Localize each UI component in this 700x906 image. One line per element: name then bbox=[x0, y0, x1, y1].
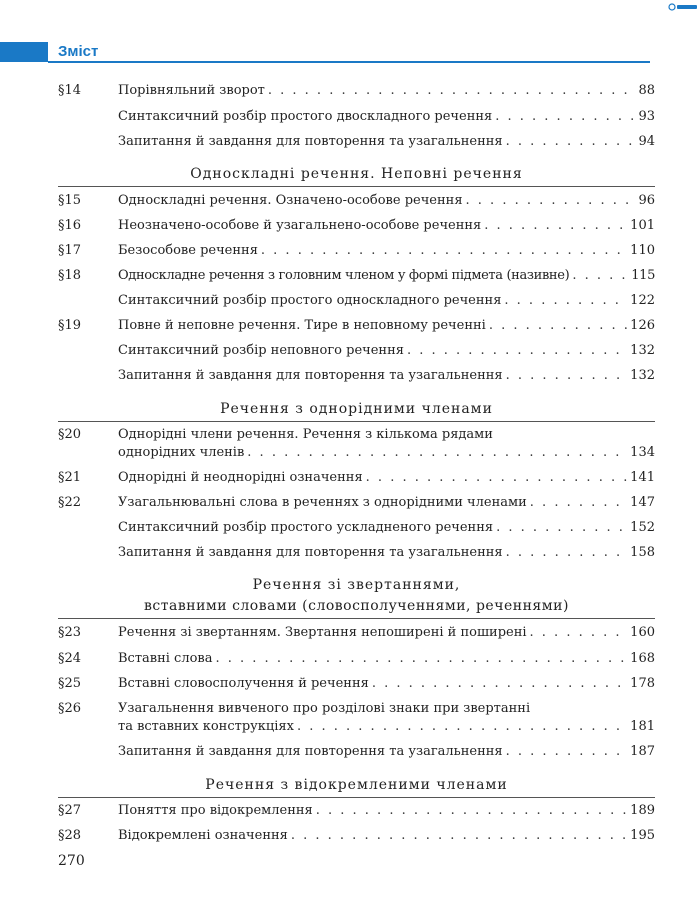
entry-title-continued: та вставних конструкціях bbox=[118, 719, 294, 734]
entry-page: 178 bbox=[630, 676, 655, 691]
entry-page: 110 bbox=[630, 243, 655, 258]
entry-title: Безособове речення bbox=[118, 243, 258, 258]
entry-title: Відокремлені означення bbox=[118, 828, 288, 843]
entry-title: Односкладні речення. Означено-особове речення bbox=[118, 193, 463, 208]
entry-page: 160 bbox=[630, 625, 655, 640]
section-heading: Речення з однорідними членами bbox=[220, 401, 493, 417]
entry-title: Запитання й завдання для повторення та узагальнення bbox=[118, 545, 503, 560]
header-accent-bar bbox=[0, 42, 48, 62]
entry-title: Запитання й завдання для повторення та узагальнення bbox=[118, 134, 503, 149]
section-heading: Односкладні речення. Неповні речення bbox=[190, 166, 523, 182]
section-number: §24 bbox=[58, 651, 82, 666]
page-number: 270 bbox=[58, 853, 85, 869]
entry-page: 141 bbox=[630, 470, 655, 485]
entry-title: Синтаксичний розбір простого односкладного речення bbox=[118, 293, 502, 308]
section-number: §17 bbox=[58, 243, 82, 258]
entry-page: 126 bbox=[630, 318, 655, 333]
page-title: Зміст bbox=[58, 43, 99, 60]
entry-title-continued: однорідних членів bbox=[118, 445, 245, 460]
section-heading-continued: вставними словами (словосполученнями, реченнями) bbox=[144, 598, 569, 614]
entry-title: Вставні словосполучення й речення bbox=[118, 676, 369, 691]
section-number: §18 bbox=[58, 268, 82, 283]
entry-page: 187 bbox=[630, 744, 655, 759]
entry-title: Неозначено-особове й узагальнено-особове речення bbox=[118, 218, 482, 233]
entry-title: Речення зі звертанням. Звертання непоширені й поширені bbox=[118, 625, 527, 640]
section-number: §19 bbox=[58, 318, 82, 333]
entry-title: Вставні слова bbox=[118, 651, 213, 666]
entry-page: 94 bbox=[638, 134, 655, 149]
section-number: §27 bbox=[58, 803, 82, 818]
section-rule bbox=[58, 421, 655, 422]
entry-title: Односкладне речення з головним членом у формі підмета (називне) bbox=[118, 268, 570, 283]
entry-page: 168 bbox=[630, 651, 655, 666]
entry-title: Узагальнення вивченого про розділові знаки при звертанні bbox=[118, 701, 531, 716]
entry-page: 158 bbox=[630, 545, 655, 560]
entry-title: Запитання й завдання для повторення та узагальнення bbox=[118, 368, 503, 383]
entry-page: 93 bbox=[638, 109, 655, 124]
entry-page: 147 bbox=[630, 495, 655, 510]
section-number: §14 bbox=[58, 83, 82, 98]
entry-title: Синтаксичний розбір простого ускладненого речення bbox=[118, 520, 494, 535]
entry-title: Порівняльний зворот bbox=[118, 83, 265, 98]
entry-page: 101 bbox=[630, 218, 655, 233]
entry-title: Однорідні й неоднорідні означення bbox=[118, 470, 363, 485]
entry-page: 132 bbox=[630, 343, 655, 358]
entry-title: Поняття про відокремлення bbox=[118, 803, 313, 818]
toc-entry[interactable] bbox=[58, 701, 655, 735]
entry-title: Повне й неповне речення. Тире в неповному реченні bbox=[118, 318, 486, 333]
section-rule bbox=[58, 797, 655, 798]
entry-page: 122 bbox=[630, 293, 655, 308]
entry-title: Однорідні члени речення. Речення з кількома рядами bbox=[118, 427, 493, 442]
toc-entry[interactable] bbox=[58, 427, 655, 461]
section-number: §26 bbox=[58, 701, 82, 716]
entry-page: 195 bbox=[630, 828, 655, 843]
entry-title: Синтаксичний розбір неповного речення bbox=[118, 343, 404, 358]
header-rule bbox=[48, 61, 650, 63]
section-heading: Речення з відокремленими членами bbox=[205, 777, 508, 793]
section-number: §20 bbox=[58, 427, 82, 442]
entry-page: 152 bbox=[630, 520, 655, 535]
entry-page: 132 bbox=[630, 368, 655, 383]
section-number: §25 bbox=[58, 676, 82, 691]
entry-page: 96 bbox=[638, 193, 655, 208]
entry-page: 189 bbox=[630, 803, 655, 818]
section-number: §23 bbox=[58, 625, 82, 640]
section-rule bbox=[58, 186, 655, 187]
entry-title: Узагальнювальні слова в реченнях з однорідними членами bbox=[118, 495, 527, 510]
entry-page: 181 bbox=[630, 719, 655, 734]
entry-page: 134 bbox=[630, 445, 655, 460]
entry-title: Запитання й завдання для повторення та узагальнення bbox=[118, 744, 503, 759]
section-number: §21 bbox=[58, 470, 82, 485]
section-number: §22 bbox=[58, 495, 82, 510]
section-number: §28 bbox=[58, 828, 82, 843]
section-number: §15 bbox=[58, 193, 82, 208]
section-number: §16 bbox=[58, 218, 82, 233]
section-rule bbox=[58, 618, 655, 619]
publisher-logo-icon bbox=[668, 2, 698, 12]
section-heading: Речення зі звертаннями, bbox=[252, 577, 461, 593]
entry-title: Синтаксичний розбір простого двоскладного речення bbox=[118, 109, 493, 124]
entry-page: 88 bbox=[638, 83, 655, 98]
entry-page: 115 bbox=[631, 268, 655, 283]
